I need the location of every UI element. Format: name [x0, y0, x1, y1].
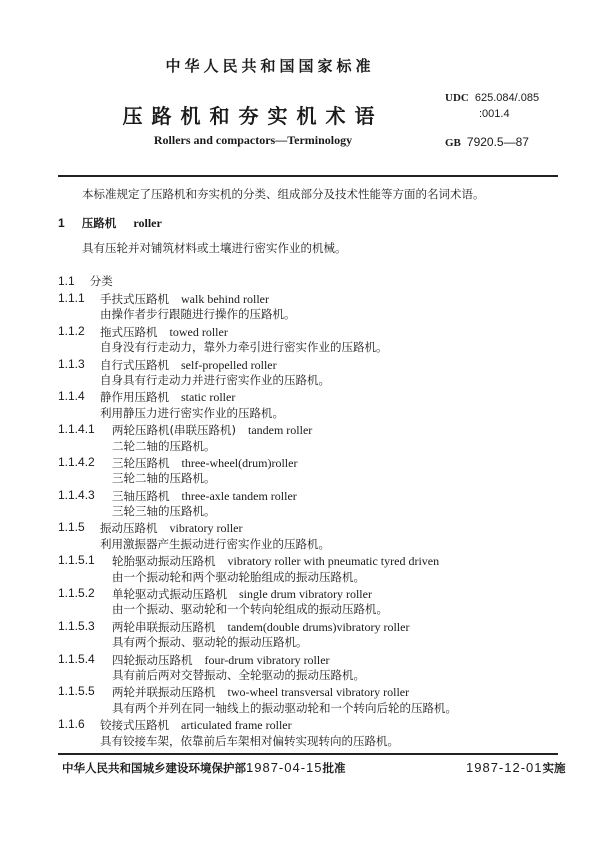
- definition-row: [58, 306, 558, 322]
- term-number: 1.1.6: [58, 717, 85, 732]
- term-en: towed roller: [169, 324, 228, 339]
- term-body: [112, 552, 439, 569]
- term-body: [112, 487, 297, 504]
- definition-row: [58, 536, 558, 552]
- section-1-definition: 具有压轮并对铺筑材料或土壤进行密实作业的机械。: [82, 241, 347, 255]
- term-number: 1.1.2: [58, 323, 85, 338]
- udc-line1: 625.084/.085: [474, 92, 540, 104]
- approval-org: 中华人民共和国城乡建设环境保护部: [62, 761, 246, 775]
- term-en: vibratory roller with pneumatic tyred driven: [227, 554, 440, 569]
- term-zh: 单轮驱动式振动压路机: [112, 587, 227, 602]
- term-definition: 三轮三轴的压路机。: [112, 504, 216, 519]
- term-en: three-axle tandem roller: [181, 488, 297, 503]
- term-en: tandem roller: [247, 423, 313, 438]
- term-zh: 四轮振动压路机: [112, 652, 193, 667]
- term-number: 1.1.4.1: [58, 422, 95, 437]
- term-body: [112, 683, 409, 700]
- term-row: [58, 454, 558, 470]
- term-body: [100, 290, 269, 307]
- section-1-1-heading: [58, 272, 113, 289]
- term-row: [58, 487, 558, 503]
- section-number: 1: [58, 216, 65, 230]
- definition-row: [58, 470, 558, 486]
- term-zh: 振动压路机: [100, 521, 158, 536]
- gb-code: [445, 134, 529, 151]
- term-definition: 三轮二轴的压路机。: [112, 471, 216, 486]
- definition-row: [58, 601, 558, 617]
- term-row: [58, 651, 558, 667]
- term-en: three-wheel(drum)roller: [181, 455, 298, 470]
- term-body: [100, 356, 277, 373]
- term-en: four-drum vibratory roller: [204, 652, 330, 667]
- term-zh: 拖式压路机: [100, 324, 158, 339]
- term-en: tandem(double drums)vibratory roller: [227, 619, 410, 634]
- definition-row: [58, 372, 558, 388]
- term-definition: 由一个振动轮和两个驱动轮胎组成的振动压路机。: [112, 569, 365, 584]
- term-en: single drum vibratory roller: [239, 587, 372, 602]
- udc-code: [445, 90, 539, 122]
- top-rule: [58, 175, 558, 177]
- term-zh: 两轮串联振动压路机: [112, 619, 216, 634]
- effective-suffix: 实施: [542, 761, 566, 775]
- term-number: 1.1.5: [58, 520, 85, 535]
- section-term-zh: 压路机: [81, 216, 117, 230]
- definition-row: [58, 339, 558, 355]
- term-row: [58, 290, 558, 306]
- term-en: self-propelled roller: [181, 357, 277, 372]
- document-title: 压路机和夯实机术语: [122, 104, 384, 128]
- udc-line2: :001.4: [479, 108, 510, 120]
- term-row: [58, 618, 558, 634]
- term-row: [58, 421, 558, 437]
- term-row: [58, 585, 558, 601]
- section-number: 1.1: [58, 274, 75, 288]
- term-definition: 由操作者步行跟随进行操作的压路机。: [100, 307, 296, 322]
- term-definition: 具有两个振动、驱动轮的振动压路机。: [112, 635, 308, 650]
- definition-row: [58, 503, 558, 519]
- term-row: [58, 388, 558, 404]
- term-entries: [58, 290, 558, 749]
- term-body: [112, 421, 312, 438]
- term-zh: 静作用压路机: [100, 390, 169, 405]
- definition-row: [58, 667, 558, 683]
- term-number: 1.1.4: [58, 389, 85, 404]
- intro-text: 本标准规定了压路机和夯实机的分类、组成部分及技术性能等方面的名词术语。: [82, 187, 485, 201]
- term-number: 1.1.1: [58, 291, 85, 305]
- term-definition: 具有铰接车架，依靠前后车架相对偏转实现转向的压路机。: [100, 733, 399, 748]
- term-row: [58, 716, 558, 732]
- definition-row: [58, 438, 558, 454]
- term-en: vibratory roller: [169, 521, 243, 536]
- term-row: [58, 356, 558, 372]
- section-term-zh: 分类: [89, 274, 113, 288]
- term-number: 1.1.5.2: [58, 586, 95, 601]
- gb-label: GB: [445, 137, 461, 149]
- term-zh: 三轮压路机: [112, 455, 170, 470]
- term-zh: 手扶式压路机: [100, 292, 169, 306]
- term-zh: 两轮压路机(串联压路机): [112, 423, 236, 438]
- definition-row: [58, 405, 558, 421]
- term-en: articulated frame roller: [181, 718, 292, 733]
- term-number: 1.1.5.5: [58, 684, 95, 699]
- term-zh: 两轮并联振动压路机: [112, 685, 216, 700]
- term-number: 1.1.3: [58, 356, 85, 371]
- standard-label: 中华人民共和国国家标准: [165, 57, 375, 75]
- term-body: [112, 651, 330, 668]
- term-definition: 具有两个并列在同一轴线上的振动驱动轮和一个转向后轮的压路机。: [112, 700, 457, 715]
- section-term-en: roller: [133, 216, 162, 230]
- term-number: 1.1.5.4: [58, 651, 95, 666]
- udc-label: UDC: [445, 92, 469, 104]
- term-row: [58, 323, 558, 339]
- term-number: 1.1.5.3: [58, 618, 95, 633]
- effective-line: [466, 760, 566, 776]
- approval-suffix: 批准: [322, 761, 346, 775]
- term-row: [58, 683, 558, 699]
- term-definition: 自身具有行走动力并进行密实作业的压路机。: [100, 372, 330, 387]
- term-definition: 利用激振器产生振动进行密实作业的压路机。: [100, 536, 330, 551]
- section-1-heading: [58, 214, 162, 231]
- term-zh: 轮胎驱动振动压路机: [112, 554, 216, 569]
- definition-row: [58, 733, 558, 749]
- term-definition: 二轮二轴的压路机。: [112, 438, 216, 453]
- term-body: [112, 585, 372, 602]
- term-en: two-wheel transversal vibratory roller: [227, 685, 410, 700]
- effective-date: 1987-12-01: [466, 760, 543, 775]
- term-number: 1.1.4.3: [58, 487, 95, 502]
- definition-row: [58, 569, 558, 585]
- term-zh: 自行式压路机: [100, 357, 169, 372]
- term-body: [100, 388, 235, 405]
- term-en: walk behind roller: [181, 292, 269, 306]
- term-row: [58, 552, 558, 568]
- term-definition: 具有前后两对交替振动、全轮驱动的振动压路机。: [112, 667, 365, 682]
- term-body: [100, 519, 242, 536]
- term-body: [100, 323, 228, 340]
- definition-row: [58, 634, 558, 650]
- term-number: 1.1.4.2: [58, 454, 95, 469]
- gb-number: 7920.5—87: [466, 135, 529, 149]
- term-definition: 由一个振动、驱动轮和一个转向轮组成的振动压路机。: [112, 602, 388, 617]
- term-zh: 铰接式压路机: [100, 718, 169, 733]
- term-definition: 自身没有行走动力，靠外力牵引进行密实作业的压路机。: [100, 340, 388, 355]
- term-zh: 三轴压路机: [112, 488, 170, 503]
- term-body: [112, 618, 409, 635]
- bottom-rule: [58, 753, 558, 755]
- term-en: static roller: [181, 390, 236, 405]
- term-number: 1.1.5.1: [58, 553, 95, 568]
- approval-line: [62, 760, 346, 776]
- term-body: [100, 716, 292, 733]
- document-title-english: Rollers and compactors—Terminology: [153, 133, 353, 147]
- term-row: [58, 519, 558, 535]
- definition-row: [58, 700, 558, 716]
- term-body: [112, 454, 297, 471]
- term-definition: 利用静压力进行密实作业的压路机。: [100, 405, 284, 420]
- approval-date: 1987-04-15: [246, 760, 323, 775]
